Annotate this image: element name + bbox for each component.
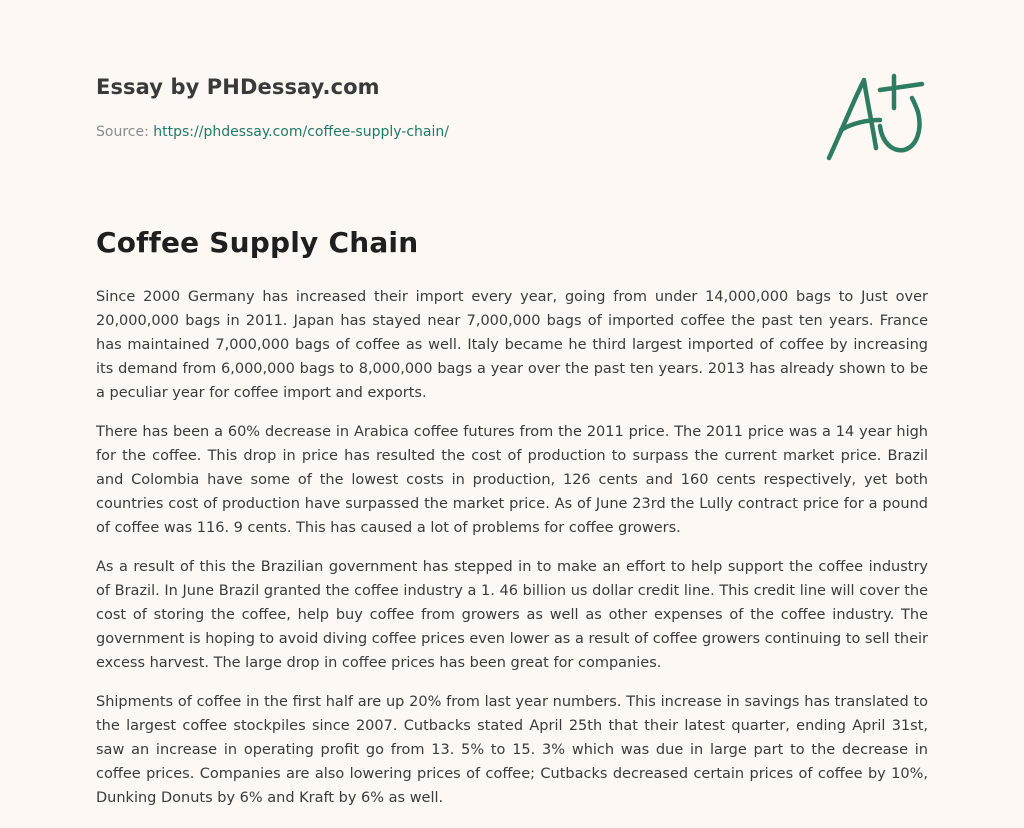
essay-body (96, 285, 928, 825)
source-link[interactable]: https://phdessay.com/coffee-supply-chain/ (153, 124, 449, 140)
source-label: Source: (96, 124, 149, 140)
source-line (96, 124, 449, 140)
essay-paragraph: Since 2000 Germany has increased their import every year, going from under 14,000,000 bags to Just over 20,000,000 bags in 2011. Japan has stayed near 7,000,000 bags of imported coffee the past ten years. France has maintained 7,000,000 bags of coffee as well. Italy became he third largest imported of coffee by increasing its demand from 6,000,000 bags to 8,000,000 bags a year over the past ten years. 2013 has already shown to be a peculiar year for coffee import and exports. (96, 289, 928, 401)
essay-paragraph: Shipments of coffee in the first half are up 20% from last year numbers. This increase in savings has translated to the largest coffee stockpiles since 2007. Cutbacks stated April 25th that their latest quarter, ending April 31st, saw an increase in operating profit go from 13. 5% to 15. 3% which was due in large part to the decrease in coffee prices. Companies are also lowering prices of coffee; Cutbacks decreased certain prices of coffee by 10%, Dunking Donuts by 6% and Kraft by 6% as well. (96, 694, 928, 806)
a-plus-logo-icon (822, 68, 928, 164)
essay-title: Coffee Supply Chain (96, 226, 419, 259)
site-brand: Essay by PHDessay.com (96, 75, 380, 99)
essay-paragraph: There has been a 60% decrease in Arabica coffee futures from the 2011 price. The 2011 price was a 14 year high for the coffee. This drop in price has resulted the cost of production to surpass the current market price. Brazil and Colombia have some of the lowest costs in production, 126 cents and 160 cents respectively, yet both countries cost of production have surpassed the market price. As of June 23rd the Lully contract price for a pound of coffee was 116. 9 cents. This has caused a lot of problems for coffee growers. (96, 424, 928, 536)
essay-paragraph: As a result of this the Brazilian government has stepped in to make an effort to help support the coffee industry of Brazil. In June Brazil granted the coffee industry a 1. 46 billion us dollar credit line. This credit line will cover the cost of storing the coffee, help buy coffee from growers as well as other expenses of the coffee industry. The government is hoping to avoid diving coffee prices even lower as a result of coffee growers continuing to sell their excess harvest. The large drop in coffee prices has been great for companies. (96, 559, 928, 671)
